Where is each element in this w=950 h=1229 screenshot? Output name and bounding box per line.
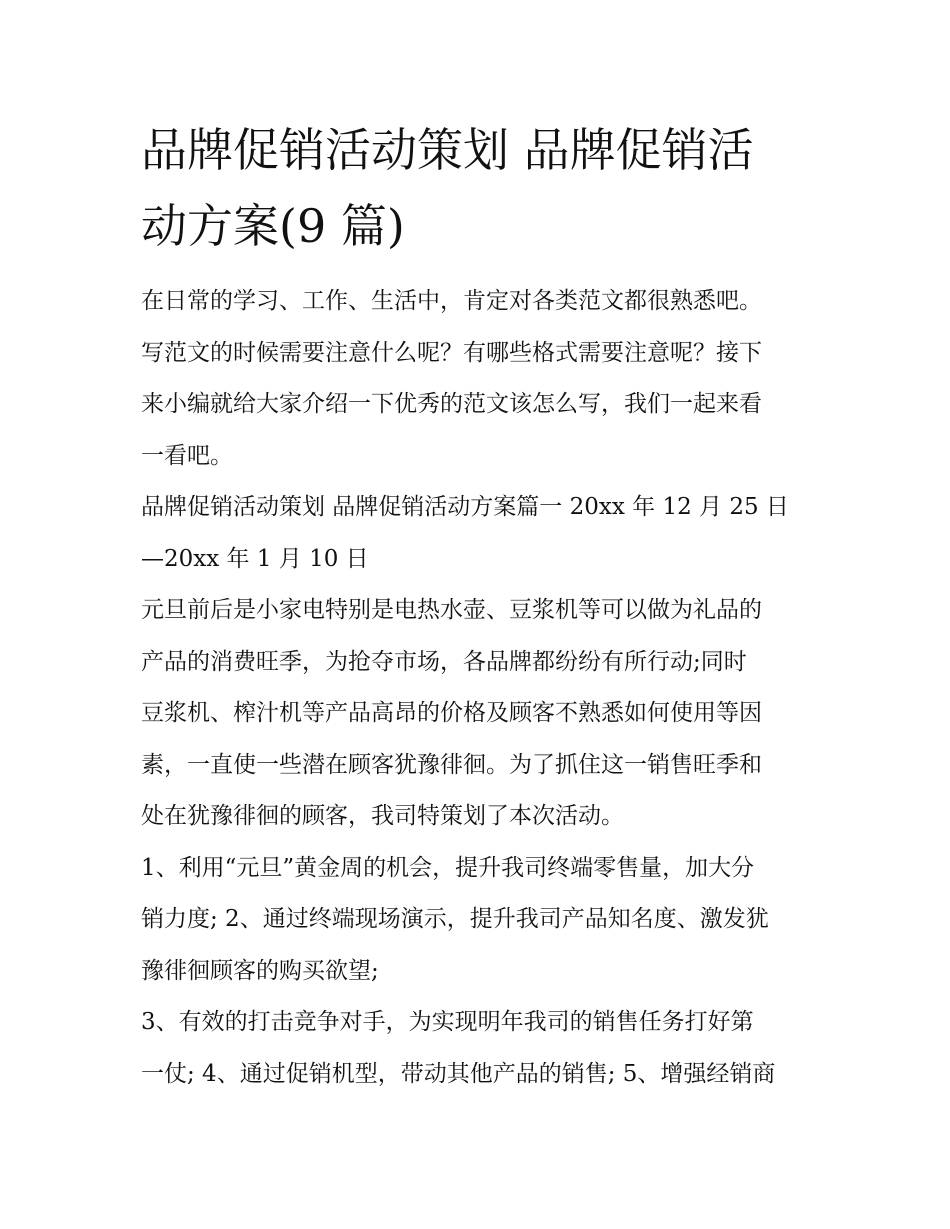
background-line-2: 产品的消费旺季，为抢夺市场，各品牌都纷纷有所行动;同时 xyxy=(141,648,747,675)
document-body xyxy=(141,276,821,1100)
background-line-4: 素，一直使一些潜在顾客犹豫徘徊。为了抓住这一销售旺季和 xyxy=(141,751,762,778)
background-line-3: 豆浆机、榨汁机等产品高昂的价格及顾客不熟悉如何使用等因 xyxy=(141,700,762,726)
background-line-5: 处在犹豫徘徊的顾客，我司特策划了本次活动。 xyxy=(141,803,624,829)
goal-line-3: 豫徘徊顾客的购买欲望; xyxy=(141,957,379,984)
title-line-2: 动方案(9 篇) xyxy=(141,199,405,253)
goal-line-4: 3、有效的打击竞争对手，为实现明年我司的销售任务打好第 xyxy=(141,1009,754,1035)
goal-line-5: 一仗; 4、通过促销机型，带动其他产品的销售; 5、增强经销商 xyxy=(141,1060,776,1087)
intro-line-4: 一看吧。 xyxy=(141,442,233,469)
background-line-1: 元旦前后是小家电特别是电热水壶、豆浆机等可以做为礼品的 xyxy=(141,597,762,623)
goal-line-2: 销力度; 2、通过终端现场演示，提升我司产品知名度、激发犹 xyxy=(141,906,769,932)
intro-line-3: 来小编就给大家介绍一下优秀的范文该怎么写，我们一起来看 xyxy=(141,391,762,417)
title-line-1: 品牌促销活动策划 品牌促销活 xyxy=(141,123,754,177)
document-title xyxy=(141,112,821,264)
goal-line-1: 1、利用“元旦”黄金周的机会，提升我司终端零售量，加大分 xyxy=(141,854,755,881)
intro-line-1: 在日常的学习、工作、生活中，肯定对各类范文都很熟悉吧。 xyxy=(141,288,762,314)
section-heading-line-2: —20xx 年 1 月 10 日 xyxy=(141,545,369,572)
section-heading-line-1: 品牌促销活动策划 品牌促销活动方案篇一 20xx 年 12 月 25 日 xyxy=(141,494,789,520)
intro-line-2: 写范文的时候需要注意什么呢？有哪些格式需要注意呢？接下 xyxy=(141,339,762,366)
